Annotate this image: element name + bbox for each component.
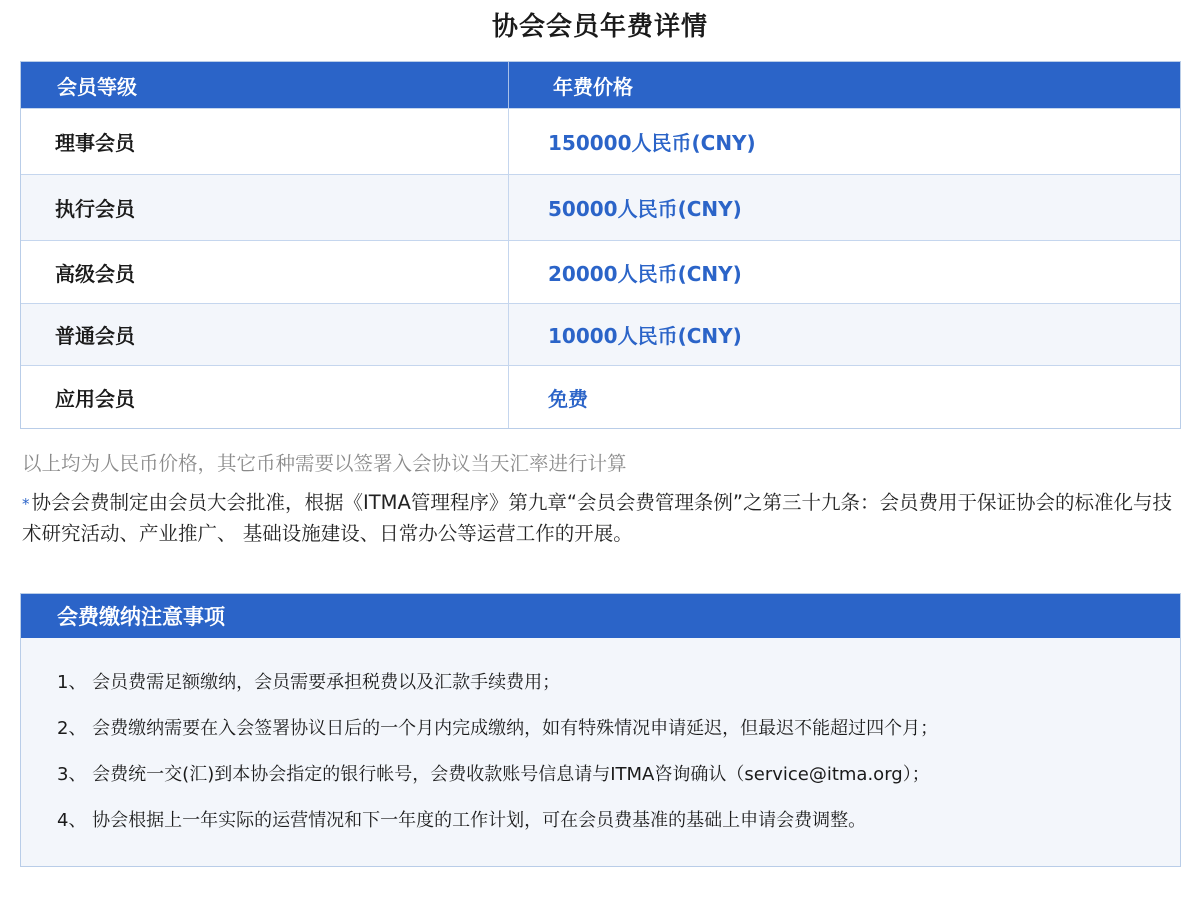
list-item: 2、 会费缴纳需要在入会签署协议日后的一个月内完成缴纳，如有特殊情况申请延迟，但最迟不能超过四个月； bbox=[57, 718, 939, 739]
fee-basis-text: 协会会费制定由会员大会批准，根据《ITMA管理程序》第九章“会员会费管理条例”之第三十九条：会员费用于保证协会的标准化与技术研究活动、产业推广、 基础设施建设、日常办公等运营工作的开展。 bbox=[22, 491, 1173, 545]
member-level-cell: 高级会员 bbox=[21, 241, 509, 303]
member-level-cell: 理事会员 bbox=[21, 109, 509, 174]
fee-price-cell: 20000人民币(CNY) bbox=[548, 261, 742, 286]
fee-price-cell: 50000人民币(CNY) bbox=[548, 197, 742, 221]
member-level-cell: 应用会员 bbox=[21, 366, 509, 428]
list-item: 3、 会费统一交(汇)到本协会指定的银行帐号，会费收款账号信息请与ITMA咨询确认（service@itma.org）； bbox=[57, 764, 930, 785]
table-row bbox=[21, 240, 1180, 303]
table-row bbox=[21, 174, 1180, 240]
fee-basis-paragraph bbox=[22, 488, 1180, 548]
table-row bbox=[21, 365, 1180, 428]
asterisk-icon: * bbox=[22, 495, 30, 513]
fee-price-cell: 10000人民币(CNY) bbox=[548, 324, 742, 348]
fee-price-cell: 150000人民币(CNY) bbox=[548, 131, 756, 155]
fee-table bbox=[20, 61, 1181, 429]
table-row bbox=[21, 108, 1180, 174]
list-item: 1、 会员费需足额缴纳，会员需要承担税费以及汇款手续费用； bbox=[57, 672, 561, 693]
member-level-cell: 普通会员 bbox=[21, 304, 509, 365]
notice-title: 会费缴纳注意事项 bbox=[21, 594, 1180, 638]
member-level-cell: 执行会员 bbox=[21, 175, 509, 240]
list-item: 4、 协会根据上一年实际的运营情况和下一年度的工作计划，可在会员费基准的基础上申请会费调整。 bbox=[57, 810, 867, 831]
header-annual-fee: 年费价格 bbox=[553, 74, 633, 99]
fee-price-cell: 免费 bbox=[548, 386, 588, 411]
page-title: 协会会员年费详情 bbox=[491, 12, 708, 42]
header-member-level: 会员等级 bbox=[21, 62, 509, 108]
notice-list bbox=[57, 668, 938, 852]
fee-table-header bbox=[21, 62, 1180, 108]
currency-note: 以上均为人民币价格，其它币种需要以签署入会协议当天汇率进行计算 bbox=[22, 452, 627, 475]
payment-notice-panel bbox=[20, 593, 1181, 867]
table-row bbox=[21, 303, 1180, 365]
